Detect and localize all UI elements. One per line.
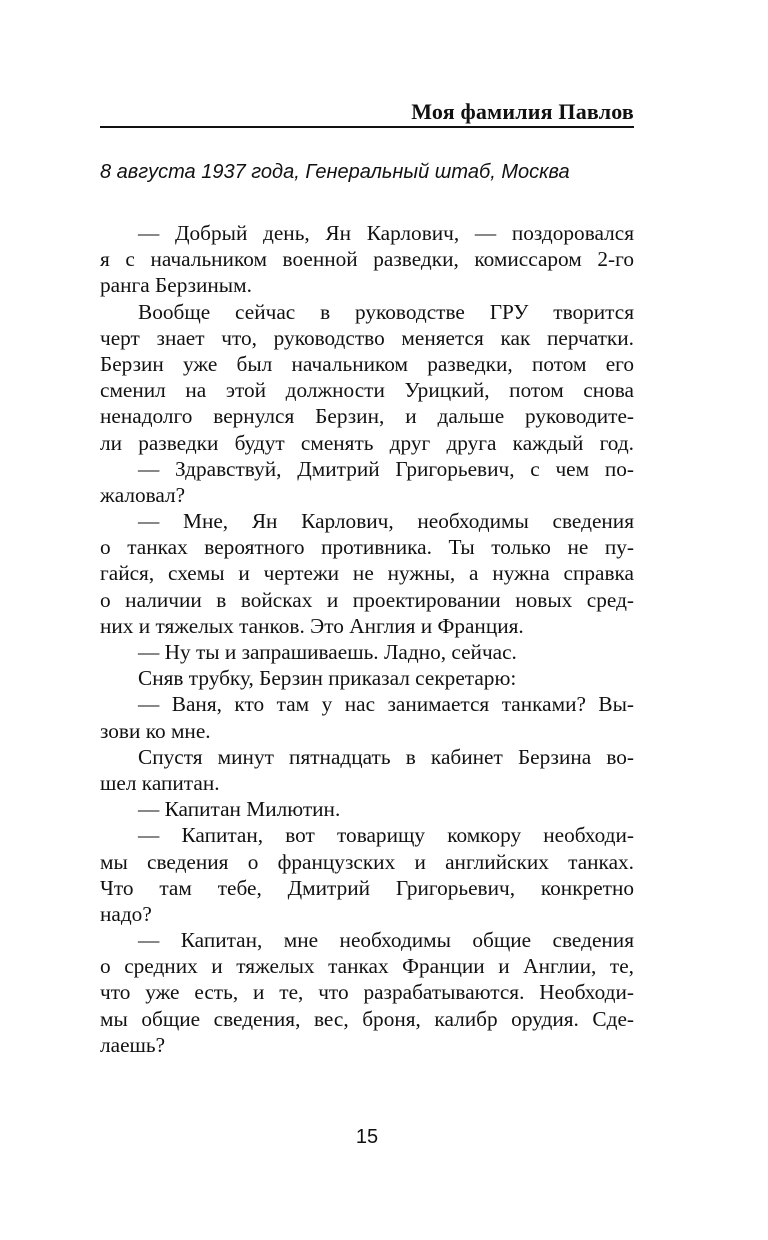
text-line: — Ваня, кто там у нас занимается танками? Вы- [138, 692, 634, 717]
text-line: Спустя минут пятнадцать в кабинет Берзина во- [138, 744, 634, 769]
text-line: о средних и тяжелых танках Франции и Англии, те, [100, 954, 634, 979]
text-line: Сняв трубку, Берзин приказал секретарю: [138, 666, 517, 691]
paragraph [100, 927, 634, 1058]
text-line: жаловал? [100, 482, 186, 507]
text-line: зови ко мне. [100, 718, 211, 743]
page-number: 15 [355, 1126, 379, 1148]
scene-heading: 8 августа 1937 года, Генеральный штаб, Москва [100, 161, 570, 183]
text-line: гайся, схемы и чертежи не нужны, а нужна справка [100, 561, 634, 586]
paragraph [100, 796, 634, 822]
text-line: ли разведки будут сменять друг друга каждый год. [100, 430, 634, 455]
text-line: шел капитан. [100, 770, 220, 795]
text-line: Вообще сейчас в руководстве ГРУ творится [138, 299, 634, 324]
text-line: мы сведения о французских и английских танках. [100, 849, 634, 874]
text-line: что уже есть, и те, что разрабатываются. Необходи- [100, 980, 634, 1005]
text-line: них и тяжелых танков. Это Англия и Франция. [100, 613, 524, 638]
text-line: мы общие сведения, вес, броня, калибр орудия. Сде- [100, 1006, 634, 1031]
text-line: — Капитан Милютин. [138, 797, 341, 822]
paragraph [100, 691, 634, 743]
paragraph [100, 299, 634, 456]
paragraph [100, 508, 634, 639]
text-line: надо? [100, 901, 152, 926]
body-text [100, 220, 634, 1058]
paragraph [100, 822, 634, 927]
text-line: — Ну ты и запрашиваешь. Ладно, сейчас. [138, 640, 517, 664]
text-line: ненадолго вернулся Берзин, и дальше руководите- [100, 404, 634, 429]
text-line: о танках вероятного противника. Ты только не пу- [100, 535, 634, 560]
text-line: — Мне, Ян Карлович, необходимы сведения [138, 509, 634, 534]
text-line: Берзин уже был начальником разведки, потом его [100, 351, 634, 376]
paragraph [100, 744, 634, 796]
text-line: черт знает что, руководство меняется как перчатки. [100, 325, 634, 350]
header-rule [100, 126, 634, 128]
text-line: Что там тебе, Дмитрий Григорьевич, конкретно [100, 875, 634, 900]
paragraph [100, 639, 634, 665]
text-line: лаешь? [100, 1032, 166, 1057]
paragraph [100, 456, 634, 508]
text-line: — Капитан, мне необходимы общие сведения [138, 928, 634, 953]
paragraph [100, 220, 634, 299]
text-line: — Добрый день, Ян Карлович, — поздоровался [138, 221, 634, 245]
text-line: о наличии в войсках и проектировании новых сред- [100, 587, 634, 612]
text-line: — Капитан, вот товарищу комкору необходи- [138, 823, 634, 848]
text-line: — Здравствуй, Дмитрий Григорьевич, с чем по- [138, 456, 634, 481]
text-line: ранга Берзиным. [100, 273, 252, 298]
paragraph [100, 665, 634, 691]
text-line: я с начальником военной разведки, комиссаром 2-го [100, 247, 634, 272]
running-head: Моя фамилия Павлов [411, 99, 634, 124]
text-line: сменил на этой должности Урицкий, потом снова [100, 378, 634, 403]
